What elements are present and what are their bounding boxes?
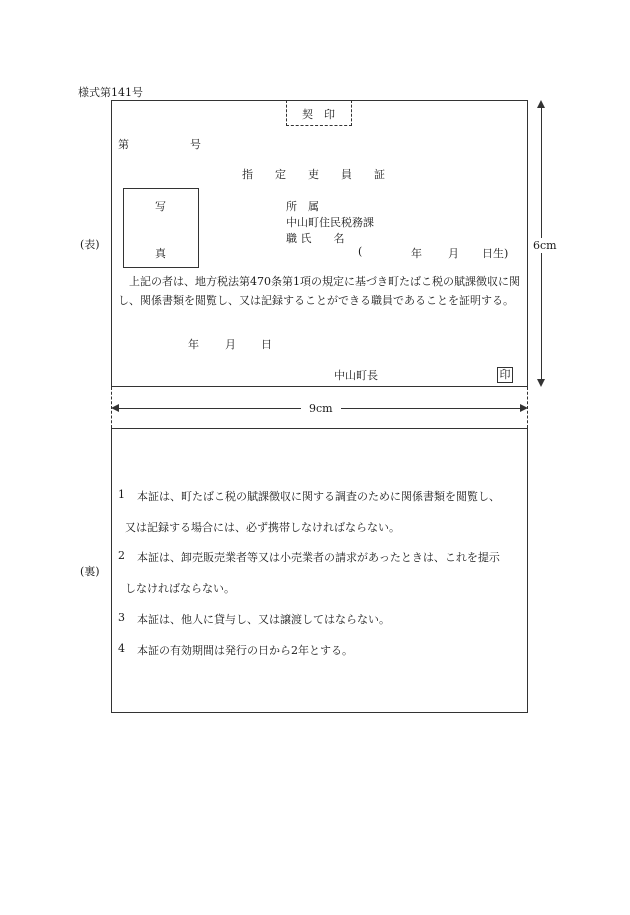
affiliation-value: 中山町住民税務課 (286, 216, 374, 229)
item-line-2: しなければならない。 (125, 582, 235, 595)
card-title: 指定吏員証 (242, 168, 407, 181)
name-label: 職 氏 名 (286, 232, 345, 245)
item-line-1: 本証の有効期間は発行の日から2年とする。 (137, 644, 353, 657)
height-arrow-bottom (537, 379, 545, 387)
back-side-label: (裏) (80, 565, 100, 578)
width-label: 9cm (301, 402, 341, 415)
birth-month: 月 (448, 247, 459, 260)
item-number: 2 (118, 549, 125, 562)
birth-year: 年 (411, 247, 422, 260)
number-prefix: 第 (118, 138, 129, 151)
affiliation-label: 所 属 (286, 200, 319, 213)
date-day: 日 (261, 338, 272, 351)
height-arrow-top (537, 100, 545, 108)
item-line-1: 本証は、他人に貸与し、又は譲渡してはならない。 (137, 613, 390, 626)
form-number: 様式第141号 (78, 86, 143, 99)
birth-open: ( (358, 245, 363, 258)
photo-label-top: 写 (155, 200, 166, 213)
item-number: 3 (118, 611, 125, 624)
item-line-1: 本証は、町たばこ税の賦課徴収に関する調査のために関係書類を閲覧し、 (137, 490, 500, 503)
photo-label-bottom: 真 (155, 247, 166, 260)
birth-day: 日生) (482, 247, 509, 260)
date-month: 月 (225, 338, 236, 351)
certification-text: 上記の者は、地方税法第470条第1項の規定に基づき町たばこ税の賦課徴収に関し、関係書類を閲覧し、又は記録することができる職員であることを証明する。 (118, 275, 520, 307)
item-number: 4 (118, 642, 125, 655)
width-arrow-right (520, 404, 528, 412)
item-line-1: 本証は、卸売販売業者等又は小売業者の請求があったときは、これを提示 (137, 551, 500, 564)
front-side-label: (表) (80, 238, 100, 251)
item-line-2: 又は記録する場合には、必ず携帯しなければならない。 (125, 521, 400, 534)
issuer-name: 中山町長 (334, 369, 378, 382)
official-seal-mark: 印 (497, 367, 513, 383)
height-label: 6cm (533, 239, 557, 252)
back-card (111, 428, 528, 713)
width-arrow-left (111, 404, 119, 412)
item-number: 1 (118, 488, 125, 501)
date-year: 年 (188, 338, 199, 351)
seal-stamp-label: 契 印 (302, 108, 335, 121)
number-suffix: 号 (190, 138, 201, 151)
